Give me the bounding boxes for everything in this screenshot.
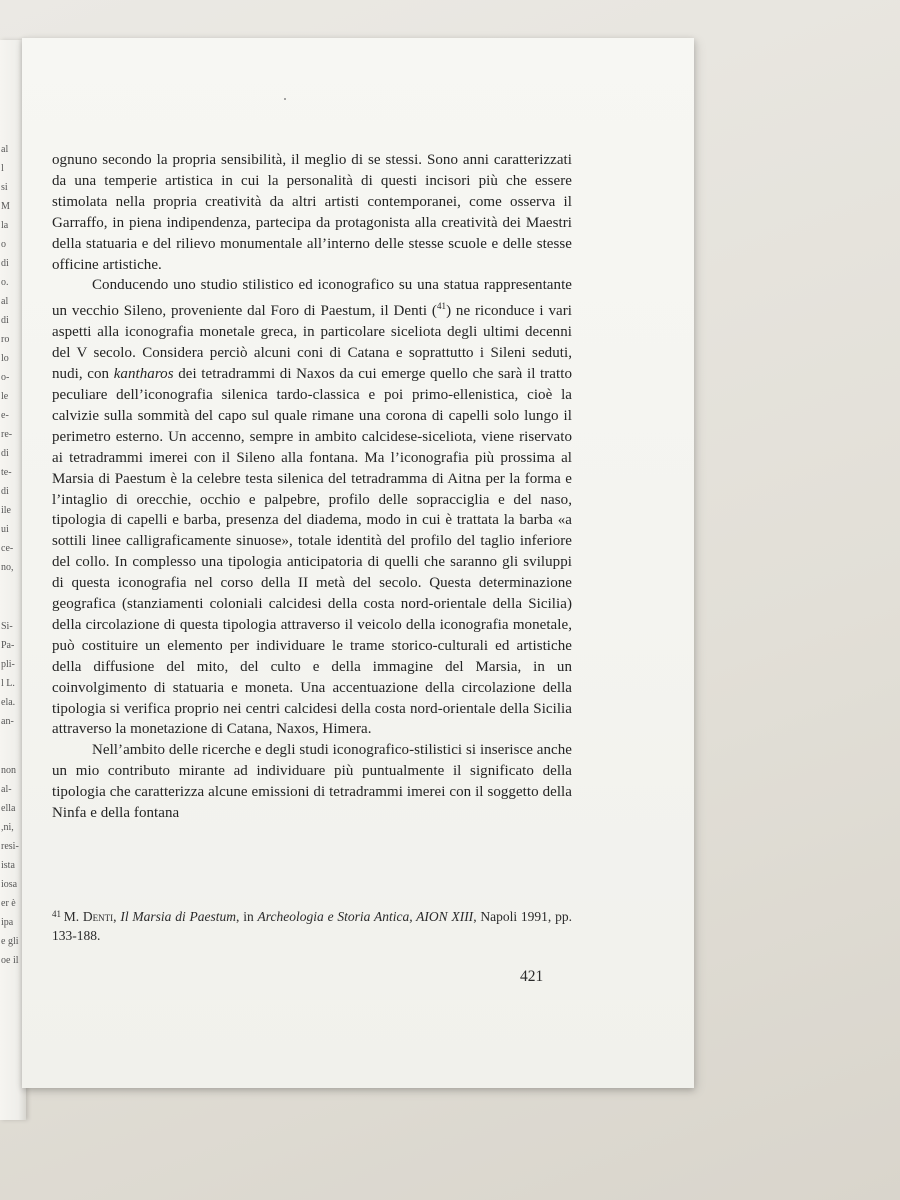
page-number: 421 xyxy=(520,968,544,985)
body-text xyxy=(52,150,572,824)
facing-page-fragment: ella xyxy=(1,803,16,814)
facing-page-fragment: o xyxy=(1,239,6,250)
facing-page-fragment: la xyxy=(1,220,9,231)
facing-page-fragment: an- xyxy=(1,716,14,727)
facing-page-fragment: di xyxy=(1,258,9,269)
facing-page-fragment: ela. xyxy=(1,697,16,708)
footnote-title: Il Marsia di Paestum xyxy=(120,909,237,924)
facing-page-fragment: Pa- xyxy=(1,640,15,651)
facing-page-fragment: le xyxy=(1,391,9,402)
facing-page-fragment: oe il xyxy=(1,955,19,966)
facing-page-fragment: lo xyxy=(1,353,9,364)
facing-page-fragment: al xyxy=(1,144,9,155)
facing-page-fragment: o. xyxy=(1,277,9,288)
facing-page-fragment: e- xyxy=(1,410,9,421)
facing-page-fragment: resi- xyxy=(1,841,19,852)
facing-page-fragment: di xyxy=(1,315,9,326)
facing-page-fragment: l xyxy=(1,163,4,174)
facing-page-fragment: ile xyxy=(1,505,11,516)
facing-page-fragment: di xyxy=(1,486,9,497)
footnote-middle: , in xyxy=(236,909,258,924)
facing-page-fragment: pli- xyxy=(1,659,15,670)
facing-page-fragment: l L. xyxy=(1,678,15,689)
footnote-end: , Napoli 1991, pp. 133-188. xyxy=(52,909,572,943)
facing-page-fragment: no, xyxy=(1,562,14,573)
facing-page-fragment: e gli xyxy=(1,936,19,947)
facing-page-fragment: non xyxy=(1,765,16,776)
footnote-author: M. Denti, xyxy=(63,909,117,924)
facing-page-fragment: al xyxy=(1,296,9,307)
facing-page-fragment: re- xyxy=(1,429,13,440)
facing-page-fragment: Si- xyxy=(1,621,13,632)
footnote-number: 41 xyxy=(52,909,61,919)
facing-page-fragment: si xyxy=(1,182,8,193)
kantharos-italic: kantharos xyxy=(113,366,174,383)
facing-page-fragment: ,ni, xyxy=(1,822,14,833)
facing-page-fragment: ista xyxy=(1,860,15,871)
footnote-journal: Archeologia e Storia Antica, AION XIII xyxy=(257,909,474,924)
paragraph-2-part-c: dei tetradrammi di Naxos da cui emerge quello che sarà il tratto peculiare dell’iconografia silenica tardo-classica e poi primo-ellenistica, cioè la calvizie sulla sommità del capo sul quale rimane una corona di capelli solo lungo il perimetro esterno. Un accenno, sempre in ambito calcidese-siceliota, viene riservato ai tetradrammi imerei con il Sileno alla fontana. Ma l’iconografia più prossima al Marsia di Paestum è la celebre testa silenica del tetradramma di Aitna per la forma e l’intaglio di orecchie, occhio e palpebre, profilo delle sopracciglia e del naso, tipologia di capelli e barba, presenza del diadema, modo in cui è trattata la barba «a sottili linee calligraficamente sinuose», totale identità del profilo del taglio inferiore del collo. In complesso una tipologia anticipatoria di quelli che saranno gli sviluppi di questa iconografia nel corso della II metà del secolo. Questa determinazione geografica (stanziamenti coloniali calcidesi della costa nord-orientale della Sicilia) della circolazione di questa tipologia attraverso il veicolo della iconografia monetale, può costituire un elemento per individuare le trame storico-culturali ed artistiche della diffusione del mito, del culto e della immagine del Marsia, in un coinvolgimento di statuaria e moneta. Una accentuazione della circolazione della tipologia si verifica proprio nei centri calcidesi della costa nord-orientale della Sicilia attraverso la monetazione di Catana, Naxos, Himera. xyxy=(52,366,572,738)
facing-page-fragment: al- xyxy=(1,784,12,795)
facing-page-fragment: ce- xyxy=(1,543,14,554)
paragraph-3: Nell’ambito delle ricerche e degli studi iconografico-stilistici si inserisce anche un mio contributo mirante ad individuare più puntualmente il significato della tipologia che caratterizza alcune emissioni di tetradrammi imerei con il soggetto della Ninfa e della fontana xyxy=(52,742,572,822)
paragraph-2-part-b: ) ne riconduce i vari aspetti alla iconografia monetale greca, in particolare siceliota degli ultimi decenni del V secolo. Considera perciò alcuni coni di Catana e soprattutto i Sileni seduti, nudi, con xyxy=(52,303,572,383)
footnote-ref-41[interactable]: 41 xyxy=(436,301,447,312)
facing-page-fragment: te- xyxy=(1,467,12,478)
facing-page-fragment: o- xyxy=(1,372,10,383)
facing-page-fragment: ipa xyxy=(1,917,14,928)
facing-page-fragment: ro xyxy=(1,334,10,345)
paper-speck xyxy=(284,98,286,100)
facing-page-fragment: ui xyxy=(1,524,9,535)
footnote xyxy=(52,905,572,945)
paragraph-2 xyxy=(52,275,572,740)
book-page xyxy=(22,38,694,1088)
paragraph-1: ognuno secondo la propria sensibilità, il meglio di se stessi. Sono anni caratterizzati da una temperie artistica in cui la personalità di questi incisori più che essere stimolata nella propria creatività da altri artisti contemporanei, come osserva il Garraffo, in piena indipendenza, partecipa da protagonista alla creatività dei Maestri della statuaria e del rilievo monumentale all’interno delle stesse scuole e delle stesse officine artistiche. xyxy=(52,152,572,273)
facing-page-fragment: di xyxy=(1,448,9,459)
facing-page-fragment: M xyxy=(1,201,10,212)
facing-page-fragment: iosa xyxy=(1,879,18,890)
facing-page-fragment: er è xyxy=(1,898,16,909)
paragraph-2-part-a: Conducendo uno studio stilistico ed iconografico su una statua rappresentante un vecchio Sileno, proveniente dal Foro di Paestum, il Denti ( xyxy=(52,277,572,320)
